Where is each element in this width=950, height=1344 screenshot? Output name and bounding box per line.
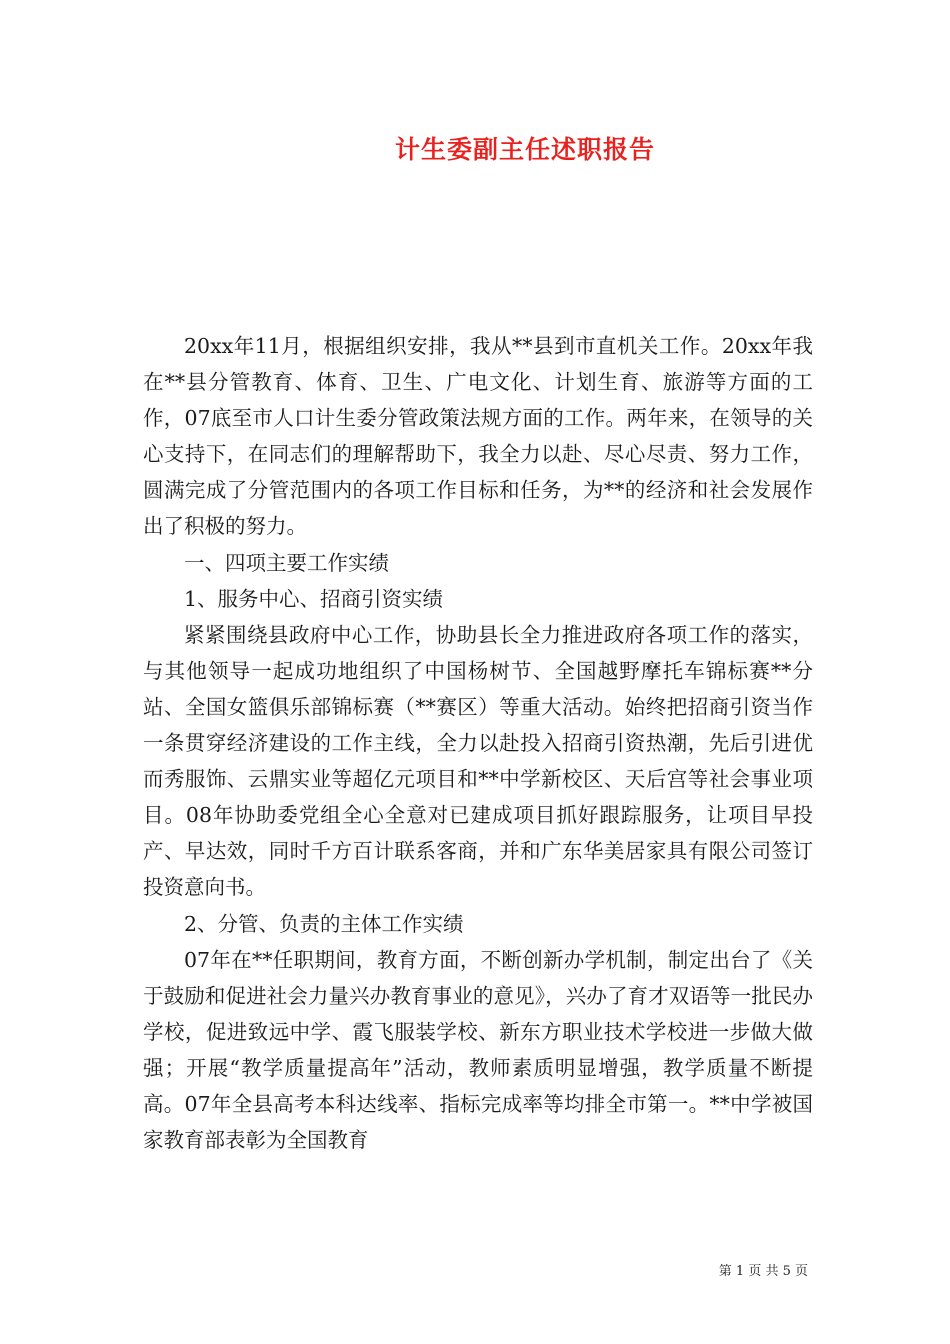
section-heading-1: 一、四项主要工作实绩 <box>184 550 389 575</box>
intro-paragraph: 20xx年11月，根据组织安排，我从**县到市直机关工作。20xx年我在**县分管教育、体育、卫生、广电文化、计划生育、旅游等方面的工作，07底至市人口计生委分管政策法规方面的工作。两年来，在领导的关心支持下，在同志们的理解帮助下，我全力以赴、尽心尽责、努力工作，圆满完成了分管范围内的各项工作目标和任务，为**的经济和社会发展作出了积极的努力。 <box>143 334 813 539</box>
investment-paragraph: 紧紧围绕县政府中心工作，协助县长全力推进政府各项工作的落实，与其他领导一起成功地组织了中国杨树节、全国越野摩托车锦标赛**分站、全国女篮俱乐部锦标赛（**赛区）等重大活动。始终把招商引资当作一条贯穿经济建设的工作主线，全力以赴投入招商引资热潮，先后引进优而秀服饰、云鼎实业等超亿元项目和**中学新校区、天后宫等社会事业项目。08年协助委党组全心全意对已建成项目抓好跟踪服务，让项目早投产、早达效，同时千方百计联系客商，并和广东华美居家具有限公司签订投资意向书。 <box>143 622 813 900</box>
subsection-heading-2: 2、分管、负责的主体工作实绩 <box>184 911 464 936</box>
page-number-footer: 第 1 页 共 5 页 <box>718 1264 808 1279</box>
document-body <box>143 328 813 1158</box>
document-title: 计生委副主任述职报告 <box>394 135 655 164</box>
education-paragraph: 07年在**任职期间，教育方面，不断创新办学机制，制定出台了《关于鼓励和促进社会力量兴办教育事业的意见》，兴办了育才双语等一批民办学校，促进致远中学、霞飞服装学校、新东方职业技术学校进一步做大做强；开展“教学质量提高年”活动，教师素质明显增强，教学质量不断提高。07年全县高考本科达线率、指标完成率等均排全市第一。**中学被国家教育部表彰为全国教育 <box>143 947 813 1153</box>
subsection-heading-1: 1、服务中心、招商引资实绩 <box>184 586 444 611</box>
